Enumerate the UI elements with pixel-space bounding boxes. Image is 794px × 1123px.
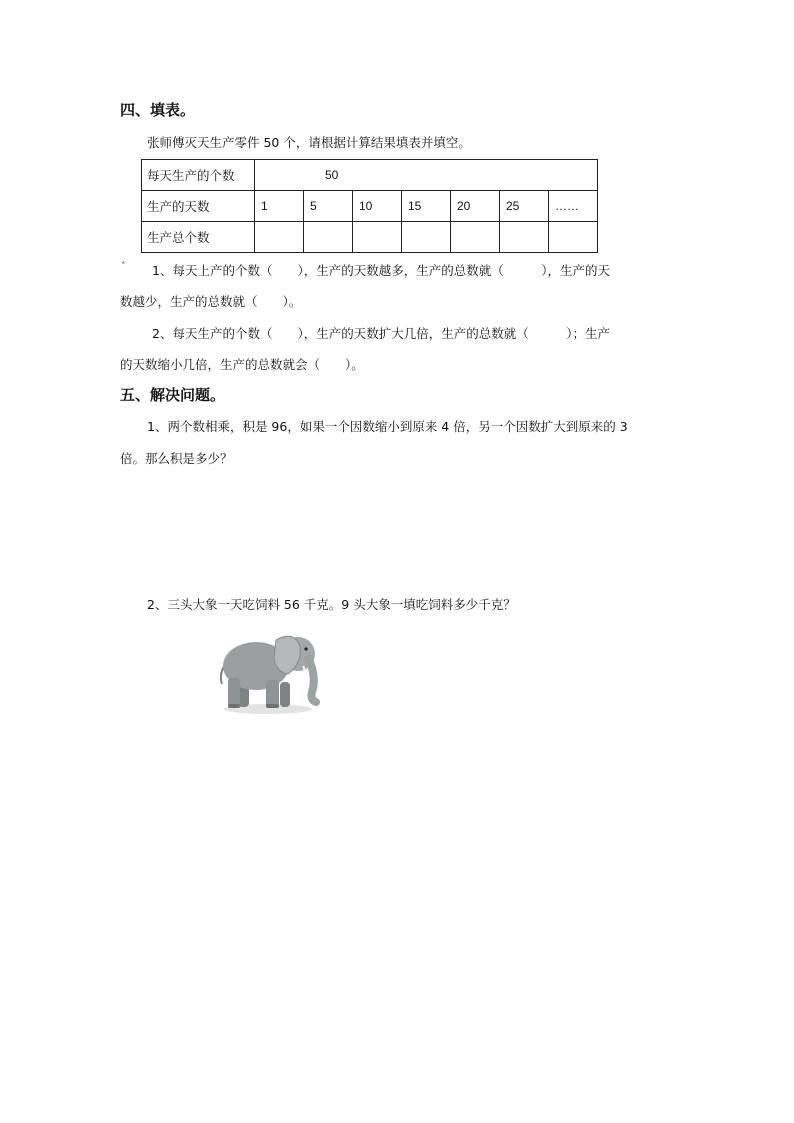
question-1-line-2: 数越少，生产的总数就（ ）。: [120, 294, 302, 309]
total-cell: [402, 222, 451, 253]
problem-1-line-2: 倍。那么积是多少？: [120, 451, 233, 466]
table-row: [142, 222, 598, 253]
total-cell: [500, 222, 549, 253]
total-cell: [451, 222, 500, 253]
question-1-line-1: 1、每天上产的个数（ ），生产的天数越多，生产的总数就（ ），生产的天: [152, 263, 610, 278]
total-cell: [255, 222, 304, 253]
section4-intro: 张师傅灭天生产零件 50 个，请根据计算结果填表并填空。: [147, 135, 471, 150]
section4-heading: 四、填表。: [120, 101, 196, 119]
fill-table: [141, 159, 598, 253]
days-cell: ……: [549, 191, 598, 222]
problem-2: 2、三头大象一天吃饲料 56 千克。9 头大象一填吃饲料多少千克？: [147, 597, 516, 612]
row-label-days: 生产的天数: [142, 191, 255, 222]
table-row: [142, 191, 598, 222]
question-2-line-2: 的天数缩小几倍，生产的总数就会（ ）。: [120, 357, 364, 372]
section5-heading: 五、解决问题。: [120, 386, 226, 404]
days-cell: 20: [451, 191, 500, 222]
caret-mark: ˆ: [121, 262, 126, 272]
days-cell: 25: [500, 191, 549, 222]
total-cell: [549, 222, 598, 253]
total-cell: [304, 222, 353, 253]
total-cell: [353, 222, 402, 253]
table-row: [142, 160, 598, 191]
problem-1-line-1: 1、两个数相乘，积是 96，如果一个因数缩小到原来 4 倍，另一个因数扩大到原来的 3: [147, 419, 628, 434]
days-cell: 10: [353, 191, 402, 222]
daily-count-value: 50: [255, 160, 598, 191]
days-cell: 1: [255, 191, 304, 222]
elephant-icon: [216, 624, 331, 716]
row-label-total: 生产总个数: [142, 222, 255, 253]
question-2-line-1: 2、每天生产的个数（ ），生产的天数扩大几倍，生产的总数就（ ）；生产: [152, 326, 610, 341]
days-cell: 5: [304, 191, 353, 222]
row-label-daily-count: 每天生产的个数: [142, 160, 255, 191]
elephant-illustration: [216, 624, 331, 716]
days-cell: 15: [402, 191, 451, 222]
